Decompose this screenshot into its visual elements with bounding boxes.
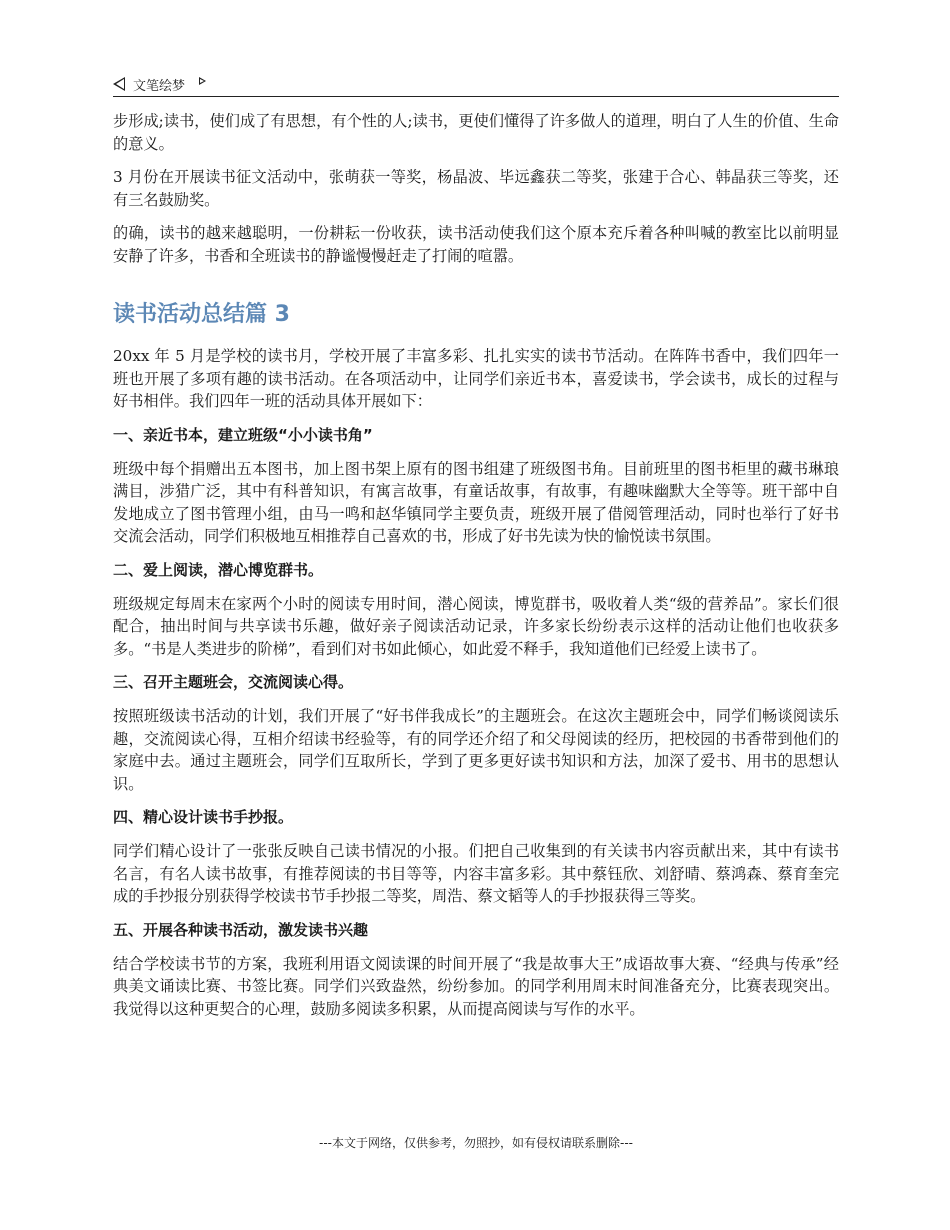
item-heading-3: 三、召开主题班会，交流阅读心得。 <box>113 673 354 691</box>
page-header <box>113 72 839 97</box>
section-title: 读书活动总结篇 3 <box>113 302 290 327</box>
header-title: 文笔绘梦 <box>133 78 186 94</box>
intro-paragraph-1: 步形成;读书，使们成了有思想，有个性的人;读书，更使们懂得了许多做人的道理，明白了人生的价值、生命的意义。 <box>113 112 839 153</box>
page-footer: ---本文于网络，仅供参考，勿照抄，如有侵权请联系删除--- <box>319 1136 633 1150</box>
intro-paragraph-2: 3 月份在开展读书征文活动中，张萌获一等奖，杨晶波、毕远鑫获二等奖，张建于合心、韩晶获三等奖，还有三名鼓励奖。 <box>113 168 839 209</box>
document-page <box>113 0 839 1230</box>
item-heading-2: 二、爱上阅读，潜心博览群书。 <box>113 560 324 579</box>
intro-paragraph-3: 的确，读书的越来越聪明，一份耕耘一份收获，读书活动使我们这个原本充斥着各种叫喊的教室比以前明显安静了许多，书香和全班读书的静谧慢慢赶走了打闹的喧嚣。 <box>113 224 839 265</box>
item-text-3: 按照班级读书活动的计划，我们开展了“好书伴我成长”的主题班会。在这次主题班会中，同学们畅谈阅读乐趣，交流阅读心得，互相介绍读书经验等，有的同学还介绍了和父母阅读的经历，把校园的书香带到他们的家庭中去。通过主题班会，同学们互取所长，学到了更多更好读书知识和方法，加深了爱书、用书的思想认识。 <box>113 707 839 793</box>
triangle-left-icon <box>113 77 125 91</box>
section-intro: 20xx 年 5 月是学校的读书月，学校开展了丰富多彩、扎扎实实的读书节活动。在阵阵书香中，我们四年一班也开展了多项有趣的读书活动。在各项活动中，让同学们亲近书本，喜爱读书，学会读书，成长的过程与好书相伴。我们四年一班的活动具体开展如下： <box>113 347 839 410</box>
item-heading-1: 一、亲近书本，建立班级“小小读书角” <box>113 425 373 444</box>
item-text-4: 同学们精心设计了一张张反映自己读书情况的小报。们把自己收集到的有关读书内容贡献出来，其中有读书名言，有名人读书故事，有推荐阅读的书目等等，内容丰富多彩。其中蔡钰欣、刘舒晴、蔡鸿森、蔡育奎完成的手抄报分别获得学校读书节手抄报二等奖，周浩、蔡文韬等人的手抄报获得三等奖。 <box>113 842 839 905</box>
document-content <box>113 110 839 1031</box>
item-text-5: 结合学校读书节的方案，我班利用语文阅读课的时间开展了“我是故事大王”成语故事大赛、“经典与传承”经典美文诵读比赛、书签比赛。同学们兴致盎然，纷纷参加。的同学利用周末时间准备充分，比赛表现突出。我觉得以这种更契合的心理，鼓励多阅读多积累，从而提高阅读与写作的水平。 <box>113 954 839 1018</box>
item-heading-4: 四、精心设计读书手抄报。 <box>113 808 294 826</box>
triangle-right-icon <box>199 77 206 85</box>
item-text-2: 班级规定每周末在家两个小时的阅读专用时间，潜心阅读，博览群书，吸收着人类“级的营养品”。家长们很配合，抽出时间与共享读书乐趣，做好亲子阅读活动记录，许多家长纷纷表示这样的活动让他们也收获多多。“书是人类进步的阶梯”，看到们对书如此倾心，如此爱不释手，我知道他们已经爱上读书了。 <box>113 594 839 658</box>
item-text-1: 班级中每个捐赠出五本图书，加上图书架上原有的图书组建了班级图书角。目前班里的图书柜里的藏书琳琅满目，涉猎广泛，其中有科普知识，有寓言故事，有童话故事，有故事，有趣味幽默大全等等。班干部中自发地成立了图书管理小组，由马一鸣和赵华镇同学主要负责，班级开展了借阅管理活动，同时也举行了好书交流会活动，同学们积极地互相推荐自己喜欢的书，形成了好书先读为快的愉悦读书氛围。 <box>113 459 839 545</box>
item-heading-5: 五、开展各种读书活动，激发读书兴趣 <box>113 920 369 939</box>
